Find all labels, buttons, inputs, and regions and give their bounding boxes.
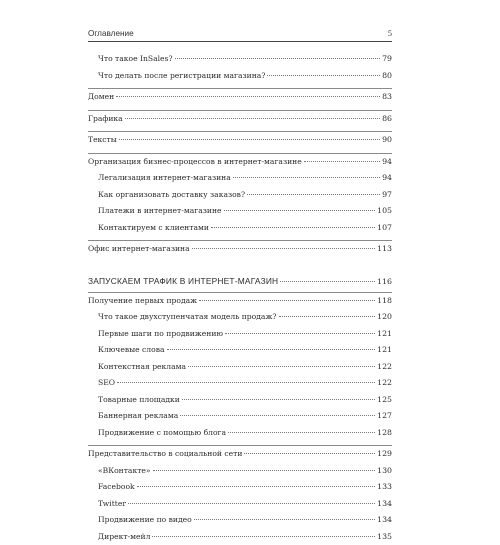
toc-entry[interactable]: Как организовать доставку заказов? 97 [88,187,392,204]
header-page-number: 5 [388,28,392,38]
toc-entry[interactable]: Организация бизнес-процессов в интернет-магазине 94 [88,154,392,171]
toc-entry[interactable]: Офис интернет-магазина 113 [88,241,392,258]
toc-group [88,110,392,128]
section-page: 116 [377,273,392,290]
toc-entry[interactable]: Контактируем с клиентами 107 [88,220,392,237]
toc-group [88,131,392,149]
toc-page [88,28,392,545]
toc-group [88,445,392,545]
toc-entry[interactable]: Контекстная реклама 122 [88,359,392,376]
toc-entry[interactable]: Что такое двухступенчатая модель продаж? 120 [88,309,392,326]
toc-entry[interactable]: Товарные площадки 125 [88,392,392,409]
toc-entry[interactable]: Получение первых продаж 118 [88,293,392,310]
toc-entry[interactable]: Представительство в социальной сети 129 [88,446,392,463]
toc-entry[interactable]: Facebook 133 [88,479,392,496]
toc-group [88,240,392,258]
toc-entry[interactable]: Что делать после регистрации магазина? 80 [88,68,392,85]
toc-group [88,292,392,442]
toc-group [88,153,392,237]
toc-entry[interactable]: Легализация интернет-магазина 94 [88,170,392,187]
toc-entry[interactable]: Продвижение по видео 134 [88,512,392,529]
toc-entry[interactable]: Первые шаги по продвижению 121 [88,326,392,343]
toc-entry[interactable]: «ВКонтакте» 130 [88,463,392,480]
header-title: Оглавление [88,29,134,38]
section-title: ЗАПУСКАЕМ ТРАФИК В ИНТЕРНЕТ-МАГАЗИН [88,273,278,290]
toc-group [88,51,392,84]
toc-entry[interactable]: Директ-мейл 135 [88,529,392,545]
toc-group [88,88,392,106]
toc-entry[interactable]: Домен 83 [88,89,392,106]
toc-section [88,273,392,545]
toc-entry[interactable]: Графика 86 [88,111,392,128]
section-heading[interactable] [88,273,392,290]
toc-entry[interactable]: Баннерная реклама 127 [88,408,392,425]
toc-entry[interactable]: Платежи в интернет-магазине 105 [88,203,392,220]
toc-list-top [88,51,392,258]
toc-entry[interactable]: SEO 122 [88,375,392,392]
toc-entry[interactable]: Ключевые слова 121 [88,342,392,359]
toc-entry[interactable]: Продвижение с помощью блога 128 [88,425,392,442]
toc-entry[interactable]: Что такое InSales? 79 [88,51,392,68]
toc-entry[interactable]: Twitter 134 [88,496,392,513]
toc-entry[interactable]: Тексты 90 [88,132,392,149]
running-header [88,28,392,42]
